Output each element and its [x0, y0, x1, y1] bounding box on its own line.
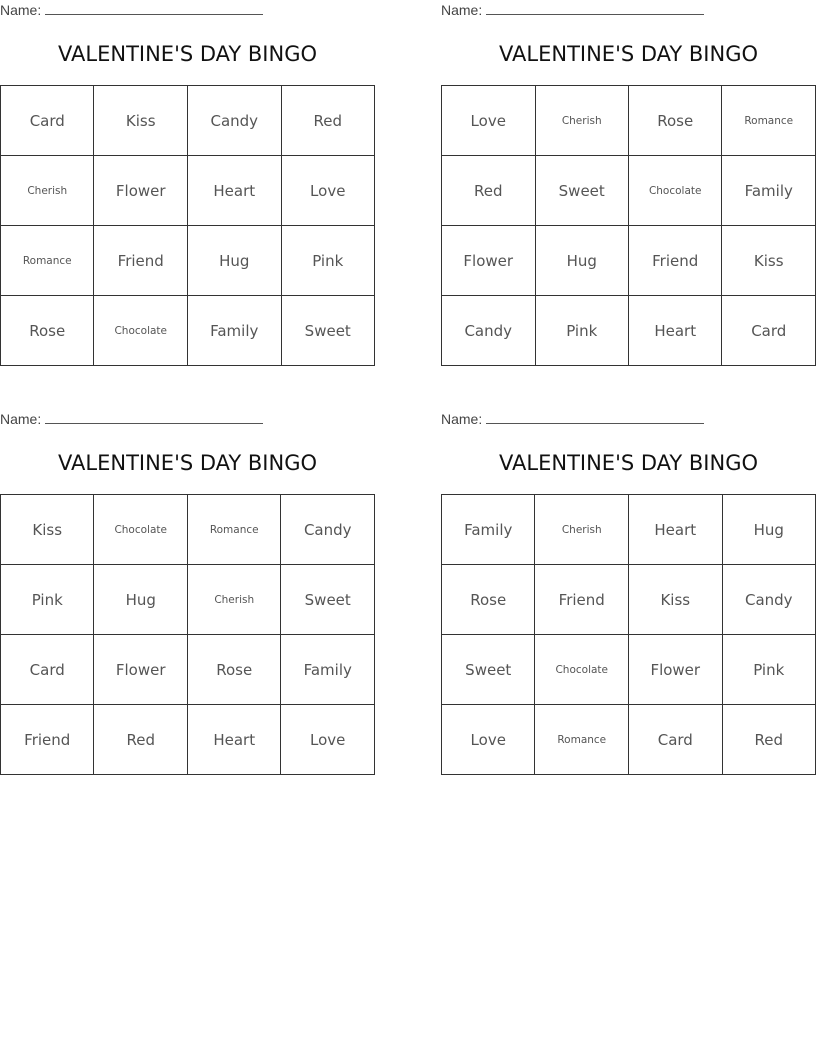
bingo-cell: Pink [535, 296, 628, 366]
name-label: Name: [0, 411, 42, 427]
bingo-cell: Heart [188, 156, 281, 226]
bingo-grid [0, 494, 375, 775]
bingo-cell: Kiss [629, 565, 723, 635]
bingo-cell: Kiss [722, 226, 816, 296]
bingo-cell: Family [442, 495, 535, 565]
bingo-cell: Heart [629, 495, 723, 565]
bingo-cell: Chocolate [628, 156, 722, 226]
bingo-cell: Hug [722, 495, 815, 565]
card-title: VALENTINE'S DAY BINGO [58, 42, 317, 66]
bingo-cell: Rose [187, 635, 280, 705]
bingo-cell: Flower [442, 226, 536, 296]
bingo-cell: Red [281, 86, 375, 156]
card-title: VALENTINE'S DAY BINGO [499, 451, 758, 475]
bingo-cell: Chocolate [94, 495, 188, 565]
bingo-grid [441, 85, 816, 366]
name-label: Name: [441, 411, 483, 427]
bingo-cell: Romance [1, 226, 94, 296]
bingo-cell: Pink [281, 226, 375, 296]
name-blank [486, 411, 704, 424]
bingo-cell: Candy [281, 495, 375, 565]
bingo-cell: Card [1, 635, 94, 705]
bingo-cell: Cherish [187, 565, 280, 635]
bingo-cell: Cherish [535, 86, 628, 156]
bingo-cell: Hug [188, 226, 281, 296]
bingo-cell: Heart [628, 296, 722, 366]
bingo-cell: Romance [535, 705, 629, 775]
bingo-cell: Hug [94, 565, 188, 635]
bingo-cell: Sweet [281, 565, 375, 635]
bingo-cell: Friend [628, 226, 722, 296]
name-line [0, 411, 263, 431]
name-blank [45, 2, 263, 15]
bingo-cell: Family [722, 156, 816, 226]
name-blank [45, 411, 263, 424]
bingo-cell: Kiss [94, 86, 188, 156]
name-blank [486, 2, 704, 15]
name-label: Name: [0, 2, 42, 18]
bingo-cell: Flower [629, 635, 723, 705]
bingo-cell: Friend [1, 705, 94, 775]
name-label: Name: [441, 2, 483, 18]
bingo-cell: Red [722, 705, 815, 775]
bingo-cell: Romance [722, 86, 816, 156]
bingo-cell: Hug [535, 226, 628, 296]
bingo-cell: Red [442, 156, 536, 226]
bingo-cell: Card [629, 705, 723, 775]
bingo-cell: Chocolate [535, 635, 629, 705]
bingo-cell: Candy [188, 86, 281, 156]
name-line [441, 2, 704, 22]
card-title: VALENTINE'S DAY BINGO [499, 42, 758, 66]
bingo-cell: Candy [722, 565, 815, 635]
bingo-cell: Friend [94, 226, 188, 296]
bingo-cell: Rose [1, 296, 94, 366]
bingo-grid [0, 85, 375, 366]
bingo-cell: Friend [535, 565, 629, 635]
bingo-cell: Love [442, 86, 536, 156]
bingo-cell: Cherish [1, 156, 94, 226]
bingo-cell: Sweet [281, 296, 375, 366]
bingo-cell: Romance [187, 495, 280, 565]
bingo-cell: Sweet [535, 156, 628, 226]
name-line [441, 411, 704, 431]
bingo-cell: Pink [722, 635, 815, 705]
name-line [0, 2, 263, 22]
bingo-cell: Family [281, 635, 375, 705]
bingo-cell: Sweet [442, 635, 535, 705]
bingo-cell: Family [188, 296, 281, 366]
bingo-cell: Rose [442, 565, 535, 635]
bingo-cell: Rose [628, 86, 722, 156]
bingo-cell: Pink [1, 565, 94, 635]
bingo-cell: Kiss [1, 495, 94, 565]
bingo-cell: Heart [187, 705, 280, 775]
card-title: VALENTINE'S DAY BINGO [58, 451, 317, 475]
bingo-cell: Flower [94, 635, 188, 705]
bingo-cell: Chocolate [94, 296, 188, 366]
bingo-cell: Flower [94, 156, 188, 226]
bingo-cell: Card [1, 86, 94, 156]
bingo-cell: Love [281, 156, 375, 226]
bingo-cell: Cherish [535, 495, 629, 565]
bingo-cell: Love [442, 705, 535, 775]
bingo-cell: Card [722, 296, 816, 366]
bingo-cell: Candy [442, 296, 536, 366]
bingo-cell: Red [94, 705, 188, 775]
bingo-cell: Love [281, 705, 375, 775]
bingo-grid [441, 494, 816, 775]
